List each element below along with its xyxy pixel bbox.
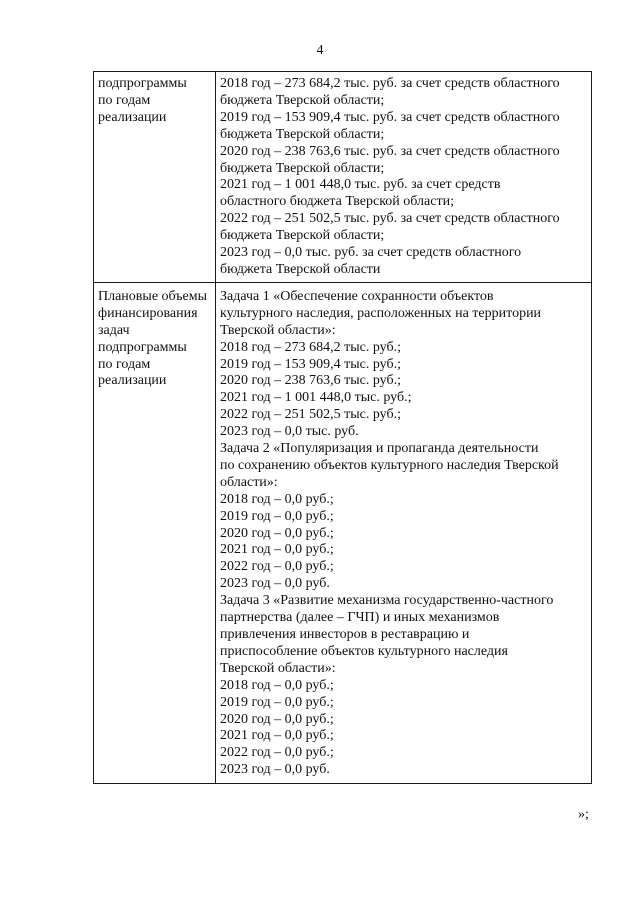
content-line: 2023 год – 0,0 тыс. руб. за счет средств областного (220, 245, 522, 261)
table-row-task-funding (94, 282, 592, 783)
content-line: Задача 1 «Обеспечение сохранности объектов (220, 288, 494, 304)
content-line: бюджета Тверской области; (220, 228, 385, 244)
content-line: партнерства (далее – ГЧП) и иных механизмов (220, 610, 500, 626)
content-line: 2018 год – 273 684,2 тыс. руб. за счет средств областного (220, 76, 560, 91)
content-line: 2019 год – 153 909,4 тыс. руб. за счет средств областного (220, 109, 560, 125)
content-line: 2020 год – 238 763,6 тыс. руб. за счет средств областного (220, 143, 560, 159)
closing-quote-mark: »; (578, 807, 589, 822)
content-line: 2018 год – 0,0 руб.; (220, 677, 334, 693)
row-content-cell (216, 72, 592, 283)
content-line: 2021 год – 1 001 448,0 тыс. руб. за счет средств (220, 177, 501, 193)
content-line: 2018 год – 273 684,2 тыс. руб.; (220, 339, 401, 355)
content-line: бюджета Тверской области; (220, 160, 385, 176)
content-line: области»: (220, 474, 278, 490)
content-line: привлечения инвесторов в реставрацию и (220, 627, 470, 642)
label-line: подпрограммы (98, 339, 187, 355)
content-line: бюджета Тверской области (220, 261, 381, 277)
content-line: 2022 год – 251 502,5 тыс. руб.; (220, 407, 401, 423)
content-line: приспособление объектов культурного наследия (220, 643, 508, 659)
label-line: по годам (98, 356, 151, 372)
content-line: 2022 год – 0,0 руб.; (220, 559, 334, 575)
label-line: подпрограммы (98, 76, 187, 91)
content-line: Задача 3 «Развитие механизма государственно-частного (220, 593, 554, 609)
content-line: бюджета Тверской области; (220, 92, 385, 108)
label-line: реализации (98, 109, 167, 125)
content-line: Тверской области»: (220, 322, 336, 338)
row-label-cell (94, 72, 216, 283)
content-line: 2022 год – 251 502,5 тыс. руб. за счет средств областного (220, 211, 560, 227)
subprogram-funding-table (93, 71, 592, 784)
content-line: 2023 год – 0,0 руб. (220, 576, 330, 592)
content-line: Задача 2 «Популяризация и пропаганда деятельности (220, 441, 539, 457)
content-line: 2019 год – 0,0 руб.; (220, 694, 334, 710)
content-line: 2019 год – 153 909,4 тыс. руб.; (220, 356, 401, 372)
content-line: по сохранению объектов культурного наследия Тверской (220, 457, 559, 473)
content-line: 2019 год – 0,0 руб.; (220, 508, 334, 524)
content-line: Тверской области»: (220, 660, 336, 676)
table-row-funding-by-year (94, 72, 592, 283)
content-line: 2021 год – 1 001 448,0 тыс. руб.; (220, 390, 412, 406)
label-line: реализации (98, 373, 167, 389)
content-line: культурного наследия, расположенных на территории (220, 305, 542, 321)
content-line: 2021 год – 0,0 руб.; (220, 728, 334, 744)
content-line: 2022 год – 0,0 руб.; (220, 745, 334, 761)
row-label-cell (94, 282, 216, 783)
page-number: 4 (316, 43, 324, 58)
content-line: 2020 год – 0,0 руб.; (220, 711, 334, 727)
content-line: областного бюджета Тверской области; (220, 194, 454, 210)
content-line: 2020 год – 238 763,6 тыс. руб.; (220, 373, 401, 389)
content-line: 2023 год – 0,0 тыс. руб. (220, 424, 359, 440)
content-line: 2020 год – 0,0 руб.; (220, 525, 334, 541)
label-line: задач (98, 322, 130, 338)
content-line: бюджета Тверской области; (220, 126, 385, 142)
content-line: 2023 год – 0,0 руб. (220, 762, 330, 778)
row-content-cell (216, 282, 592, 783)
label-line: по годам (98, 92, 151, 108)
content-line: 2018 год – 0,0 руб.; (220, 491, 334, 507)
label-line: Плановые объемы (98, 288, 208, 304)
content-line: 2021 год – 0,0 руб.; (220, 542, 334, 558)
label-line: финансирования (98, 305, 198, 321)
